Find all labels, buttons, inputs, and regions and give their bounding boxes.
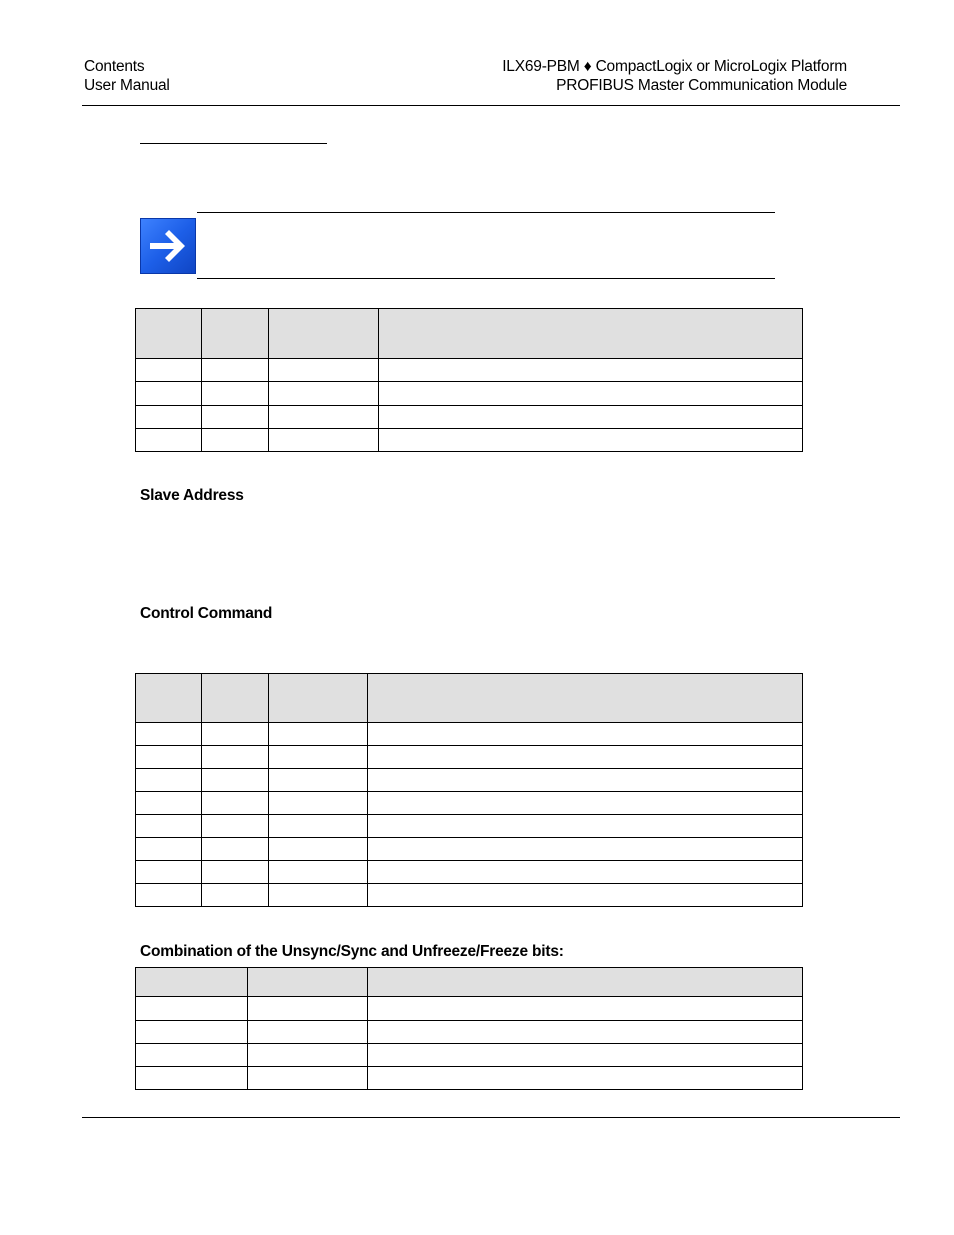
heading-control-command: Control Command (140, 605, 273, 622)
header-product-title: ILX69-PBM ♦ CompactLogix or MicroLogix Platform (502, 58, 847, 75)
table-row (136, 861, 803, 884)
table-row (136, 792, 803, 815)
note-top-divider (197, 212, 775, 213)
page-header-right (502, 57, 847, 95)
header-divider (82, 105, 900, 106)
table-header-row (136, 968, 803, 997)
table-1 (135, 308, 803, 452)
arrow-right-icon (140, 218, 196, 274)
heading-slave-address: Slave Address (140, 487, 244, 504)
table-row (136, 429, 803, 452)
table-row (136, 1044, 803, 1067)
table-row (136, 1021, 803, 1044)
table-header-row (136, 309, 803, 359)
table-row (136, 746, 803, 769)
page-header-left (84, 57, 170, 95)
table-row (136, 815, 803, 838)
table-row (136, 406, 803, 429)
table-row (136, 723, 803, 746)
table-2 (135, 673, 803, 907)
note-bottom-divider (197, 278, 775, 279)
table-row (136, 359, 803, 382)
header-product-subtitle: PROFIBUS Master Communication Module (556, 77, 847, 94)
section-underline (140, 143, 327, 144)
heading-sync-freeze-combination: Combination of the Unsync/Sync and Unfreeze/Freeze bits: (140, 943, 564, 960)
table-row (136, 884, 803, 907)
table-header-row (136, 674, 803, 723)
footer-divider (82, 1117, 900, 1118)
header-section-title: Contents (84, 58, 145, 75)
table-row (136, 769, 803, 792)
header-doc-type: User Manual (84, 77, 170, 94)
table-row (136, 1067, 803, 1090)
table-row (136, 382, 803, 406)
table-row (136, 838, 803, 861)
table-row (136, 997, 803, 1021)
table-3 (135, 967, 803, 1090)
